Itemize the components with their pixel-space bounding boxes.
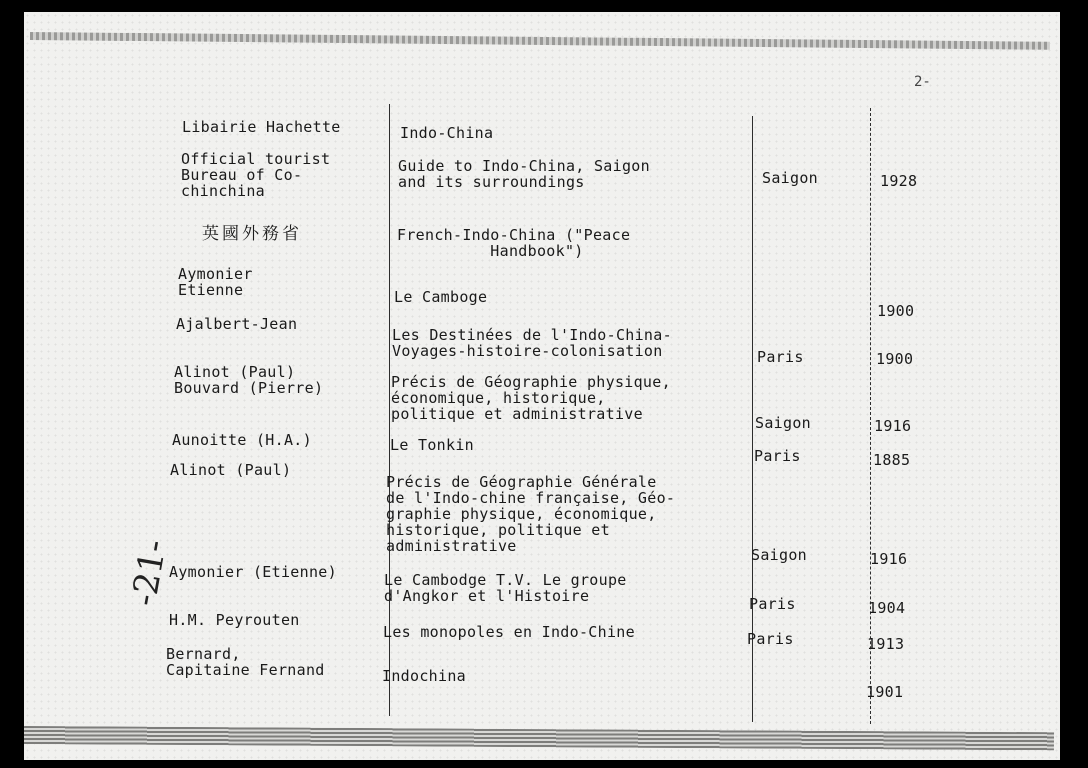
title-cell: Précis de Géographie Générale de l'Indo-chine française, Géo- graphie physique, économique, historique, politique et administrative — [386, 473, 676, 555]
place-cell: Paris — [747, 630, 794, 648]
title-cell: Précis de Géographie physique, économique, historique, politique et administrative — [391, 373, 671, 423]
year-cell: 1928 — [880, 172, 918, 190]
title-cell: Indochina — [382, 667, 466, 685]
title-cell: Les Destinées de l'Indo-China- Voyages-histoire-colonisation — [392, 326, 672, 360]
author-cell: Official tourist Bureau of Co- chinchina — [181, 150, 331, 200]
year-cell: 1904 — [868, 599, 906, 617]
author-cell: Ajalbert-Jean — [176, 315, 298, 333]
title-cell: Guide to Indo-China, Saigon and its surroundings — [398, 157, 650, 191]
author-cell: Alinot (Paul) Bouvard (Pierre) — [174, 363, 324, 397]
place-cell: Saigon — [751, 546, 807, 564]
author-cell: H.M. Peyrouten — [169, 611, 300, 629]
author-cell: 英國外務省 — [202, 224, 302, 244]
column-divider-3 — [870, 108, 871, 724]
year-cell: 1885 — [873, 451, 911, 469]
place-cell: Saigon — [762, 169, 818, 187]
year-cell: 1916 — [874, 417, 912, 435]
place-cell: Paris — [757, 348, 804, 366]
place-cell: Saigon — [755, 414, 811, 432]
author-cell: Aymonier Etienne — [178, 265, 253, 299]
year-cell: 1901 — [866, 683, 904, 701]
year-cell: 1900 — [877, 302, 915, 320]
title-cell: Le Camboge — [394, 288, 488, 306]
author-cell: Aunoitte (H.A.) — [172, 431, 312, 449]
place-cell: Paris — [754, 447, 801, 465]
title-cell: Le Cambodge T.V. Le groupe d'Angkor et l'Histoire — [384, 571, 627, 605]
year-cell: 1913 — [867, 635, 905, 653]
page-number-mark: 2- — [914, 74, 931, 90]
year-cell: 1900 — [876, 350, 914, 368]
author-cell: Aymonier (Etienne) — [169, 563, 337, 581]
author-cell: Libairie Hachette — [182, 118, 341, 136]
title-cell: Les monopoles en Indo-Chine — [383, 623, 635, 641]
year-cell: 1916 — [870, 550, 908, 568]
title-cell: Indo-China — [400, 124, 494, 142]
title-cell: French-Indo-China ("Peace Handbook") — [397, 226, 631, 260]
document-page — [24, 12, 1060, 760]
title-cell: Le Tonkin — [390, 436, 474, 454]
author-cell: Alinot (Paul) — [170, 461, 292, 479]
margin-annotation: -21- — [124, 536, 175, 609]
place-cell: Paris — [749, 595, 796, 613]
page-bottom-edge — [24, 726, 1054, 750]
page-top-edge — [30, 32, 1050, 50]
author-cell: Bernard, Capitaine Fernand — [166, 645, 325, 679]
